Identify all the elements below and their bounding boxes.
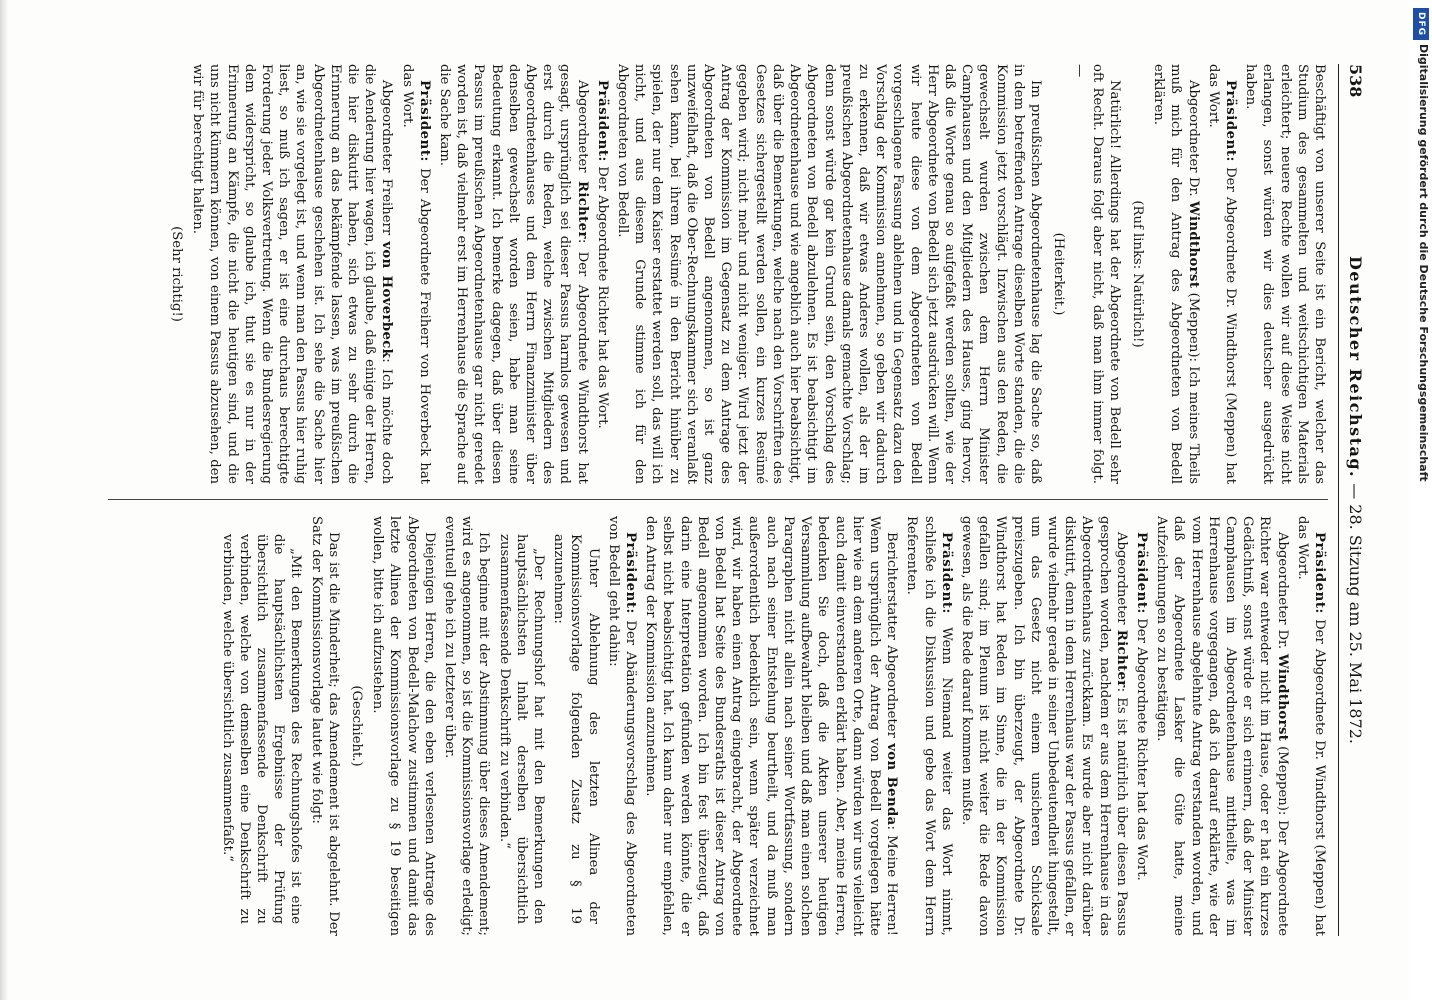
header-session: 28. Sitzung am 25. Mai 1872. [1346,504,1365,744]
speech-paragraph [605,516,639,936]
speech-paragraph [958,516,1130,936]
header-separator: — [1346,478,1365,505]
speech-paragraph [1153,516,1291,936]
speech-paragraph [1150,64,1202,484]
interjection: (Ruf links: Natürlich!) [1129,200,1145,348]
speech-paragraph [189,64,395,484]
header-rule [1338,64,1339,936]
speaker-label: Präsident: [1312,532,1327,615]
speech-text: (Meppen): Der Abgeordnete Richter war entweder nicht im Hause, oder er hat ein kurzes Gedächtniß, sonst würde er sich erinnern, daß der Minister Camphausen im Abgeordnetenhause mittheilte, was im Herrenhause vorgegangen, daß ich darauf erklärte, wie der vom Herrenhause abgelehnte Antrag verstanden worden, und daß der Abgeordnete Lasker die Güte hatte, meine Aufzeichnungen so zu bestätigen. [1154,516,1290,936]
speech-paragraph [1133,516,1150,936]
speaker-label: Präsident: [1133,532,1149,615]
speaker-title: Abgeordneter Freiherr [379,80,395,242]
paragraph: Beschäftigt von unserer Seite ist ein Bericht, welcher das Studium des gesammelten und weitschichtigen Materials erleichtert; neuere Rechte wollen wir auf diese Weise nicht erlangen, sonst würden wir dies deutscher ausgedrückt haben. [1243,64,1327,484]
quoted-text: „Mit den Bemerkungen des Rechnungshofes ist eine die hauptsächlichsten Ergebnisse der Prüfung übersichtlich zusammenfassende Denkschrift zu verbinden, welche von demselben eine Denkschrift zu verbinden, welche übersichtlich zusammenfaßt.“ [219,534,304,924]
speech-text: : Ich möchte doch die Aenderung hier wagen, ich glaube, daß einige der Herren, die hier diskutirt haben, sich etwas zu sehr durch die Erinnerung an das bekämpfende lassen, was im preußischen Abgeordnetenhause geschehen ist. Ich sehe die Sache hier an, wie sie vorgelegt ist, und wenn man den Passus hier ruhig liest, so muß ich sagen, er ist eine durchaus berechtigte Forderung jeder Volksvertretung. Wenn die Bundesregierung dem widerspricht, so glaube ich, thut sie es nur in der Erinnerung an Kämpfe, die nicht die heutigen sind, und die uns nicht kümmern können, von einem Passus abzusehen, den wir für berechtigt halten. [190,64,395,484]
dfg-logo: DFG [1413,8,1429,40]
speaker-name: von Benda [884,743,900,826]
speech-text: : Meine Herren! Wenn ursprünglich der Antrag von Bedell vorgelegen hätte hier wie an dem anderen Orte, dann würden wir uns vielleicht auch damit einverstanden erklärt haben. Aber, meine Herren, bedenken Sie doch, daß die Akten unserer heutigen Versammlung aufbewahrt bleiben und daß man einen solchen Paragraphen nicht allein nach seiner Wortfassung, sondern auch nach seiner Entstehung beurtheilt, und da muß man außerordentlich bedenklich sein, wenn später verzeichnet wird, wir haben einen Antrag eingebracht, der Abgeordnete von Bedell hat Seite des Bundesraths ist dieser Antrag von Bedell angenommen worden. Ich bin fest überzeugt, daß darin eine Interpretation gefunden werden könnte, die er selbst nicht beabsichtigt hat. Ich kann daher nur empfehlen, den Antrag der Kommission anzunehmen. [643,516,900,936]
speech-text: Der Abgeordnete Richter hat das Wort. [1133,614,1149,881]
speech-paragraph [642,516,900,936]
paragraph: Diejenigen Herren, die den eben verlesenen Antrage des Abgeordneten von Bedell-Malchow zustimmen und damit das letzte Alinea der Kommissionsvorlage zu § 19 beseitigen wollen, bitte ich aufzustehen. [370,516,437,936]
paragraph: Natürlich! Allerdings hat der Abgeordnete von Bedell sehr oft Recht. Daraus folgt aber nicht, daß man ihm immer folgt. — [1072,64,1122,484]
paragraph: Im preußischen Abgeordnetenhause lag die Sache so, daß in dem betreffenden Antrage dieselben Worte standen, die die Kommission jetzt vorschlägt. Inzwischen aus den Reden, die gewechselt wurden zwischen dem Herrn Minister Camphausen und den Mitgliedern des Hauses, ging hervor, daß die Worte genau so aufgefaßt werden sollten, wie der Herr Abgeordnete von Bedell sich jetzt ausdrücken will. Wenn wir heute diese von dem Abgeordneten von Bedell vorgeschlagene Fassung ablehnen und in Gegensatz dazu den Vorschlag der Kommission annehmen, so geben wir dadurch zu erkennen, daß wir etwas Anderes wollen, als der im preußischen Abgeordnetenhause damals gemachte Vorschlag; denn sonst würde gar kein Grund sein, den Vorschlag des Abgeordneten von Bedell abzulehnen. Es ist beabsichtigt im Abgeordnetenhause und wie angeblich auch hier beabsichtigt, daß über die Bemerkungen, welche nach den Vorschriften des Gesetzes sichergestellt werden sollen, ein kurzes Resümé gegeben wird; nicht mehr und nicht weniger. Wird jetzt der Antrag der Kommission im Gegensatz zu dem Antrage des Abgeordneten von Bedell angenommen, so ist ganz unzweifelhaft, daß die Ober-Rechnungskammer sich veranlaßt sehen kann, bei ihrem Resümé in den Bericht hinüber zu spielen, der nur dem Kaiser erstattet werden soll, das will ich nicht, und aus diesem Grunde stimme ich für den Abgeordneten von Bedell. [615,64,1043,484]
speaker-title: Abgeordneter Dr. [1274,532,1290,654]
paragraph: Ich beginne mit der Abstimmung über dieses Amendement; wird es angenommen, so ist die Kommissionsvorlage erledigt; eventuell gehe ich zu letzterer über. [442,516,492,936]
binding-edge [0,0,8,1000]
speaker-title: Abgeordneter [1113,532,1129,630]
interjection: (Geschieht.) [349,685,365,767]
speaker-label: Präsident: [1222,80,1238,163]
speaker-name: Richter [1113,629,1129,688]
speaker-label: Präsident: [623,532,639,615]
speaker-name: Windthorst [1274,653,1290,742]
speaker-title: Berichterstatter Abgeordneter [884,532,900,744]
column-divider [108,499,1328,500]
speaker-title: Abgeordneter Dr. [1185,80,1201,201]
speech-text: Der Abänderungsvorschlag des Abgeordneten von Bedell geht dahin: [605,516,639,936]
speech-text: Wenn Niemand weiter das Wort nimmt, schließe ich die Diskussion und gebe das Wort dem Herrn Referenten. [904,516,954,936]
digitization-note: Digitalisierung gefördert durch die Deutsche Forschungsgemeinschaft [1417,44,1430,482]
right-column [92,516,1328,936]
quoted-text: „Der Rechnungshof hat mit den Bemerkungen den hauptsächlichsten Inhalt derselben übersichtlich zusammenfassende Denkschrift zu verbinden.“ [496,534,547,924]
speaker-title: Abgeordneter [574,80,590,181]
interjection: (Heiterkeit.) [1051,232,1067,316]
quoted-text: Unter Ablehnung des letzten Alinea der Kommissionsvorlage folgenden Zusatz zu § 19 anzunehmen: [551,534,601,924]
speech-paragraph [1294,516,1328,936]
speech-paragraph [594,64,611,484]
speech-paragraph [436,64,591,484]
running-header [1342,64,1368,936]
speech-text: Der Abgeordnete Dr. Windthorst (Meppen) hat das Wort. [1205,64,1238,484]
speech-text: Der Abgeordnete Dr. Windthorst (Meppen) hat das Wort. [1294,516,1327,936]
interjection: (Sehr richtig!) [169,226,184,322]
speaker-label: Präsident: [594,80,610,163]
header-publication: Deutscher Reichstag. [1346,256,1365,479]
speaker-label: Präsident: [416,80,432,163]
speech-text: (Meppen): Ich meines Theils muß mich für den Antrag des Abgeordneten von Bedell erklären. [1151,64,1201,484]
speech-paragraph [1205,64,1239,484]
speech-text: Der Abgeordnete Freiherr von Hoverbeck hat das Wort. [399,64,432,484]
speaker-name: von Hoverbeck [379,241,395,359]
speaker-label: Präsident: [938,532,954,615]
speech-text: : Der Abgeordnete Windthorst hat gesagt, ursprünglich sei dieser Passus harmlos gewesen und erst durch die Reden, welche zwischen Mitgliedern des Abgeordnetenhauses und dem Herrn Finanzminister über denselben gewechselt worden seien, habe man seine Bedeutung erkannt. Ich bemerke dagegen, daß über diesen Passus im preußischen Abgeordnetenhause gar nicht geredet worden ist, daß vielmehr erst im Herrenhause die Sprache auf die Sache kam. [437,64,590,484]
speech-text: : Es ist natürlich über diesen Passus gesprochen worden, nachdem er aus dem Herrenhause in das Abgeordnetenhaus zurückkam. Es wurde aber nicht darüber diskutirt, denn in dem Herrenhaus war der Passus gefallen, er wurde vielmehr gerade in seiner Unbedeutendheit hingestellt, um das Gesetz nicht einem unsicheren Schicksale preiszugeben. Ich bin überzeugt, der Abgeordnete Dr. Windthorst hat Reden im Sinne, die in der Kommission gefallen sind; im Plenum ist nicht weiter die Rede davon gewesen, als die Rede darauf kommen mußte. [958,516,1129,936]
speaker-name: Windthorst [1185,200,1201,289]
header-title [1342,64,1368,936]
paragraph: Das ist die Minderheit; das Amendement ist abgelehnt. Der Satz der Kommissionsvorlage lautet wie folgt: [308,516,341,936]
printed-page [32,0,1432,1000]
left-column [92,64,1328,484]
speech-paragraph [398,64,432,484]
page-number: 538 [1346,64,1365,98]
speech-paragraph [903,516,955,936]
speaker-name: Richter [574,180,590,239]
speech-text: Der Abgeordnete Richter hat das Wort. [594,162,610,429]
